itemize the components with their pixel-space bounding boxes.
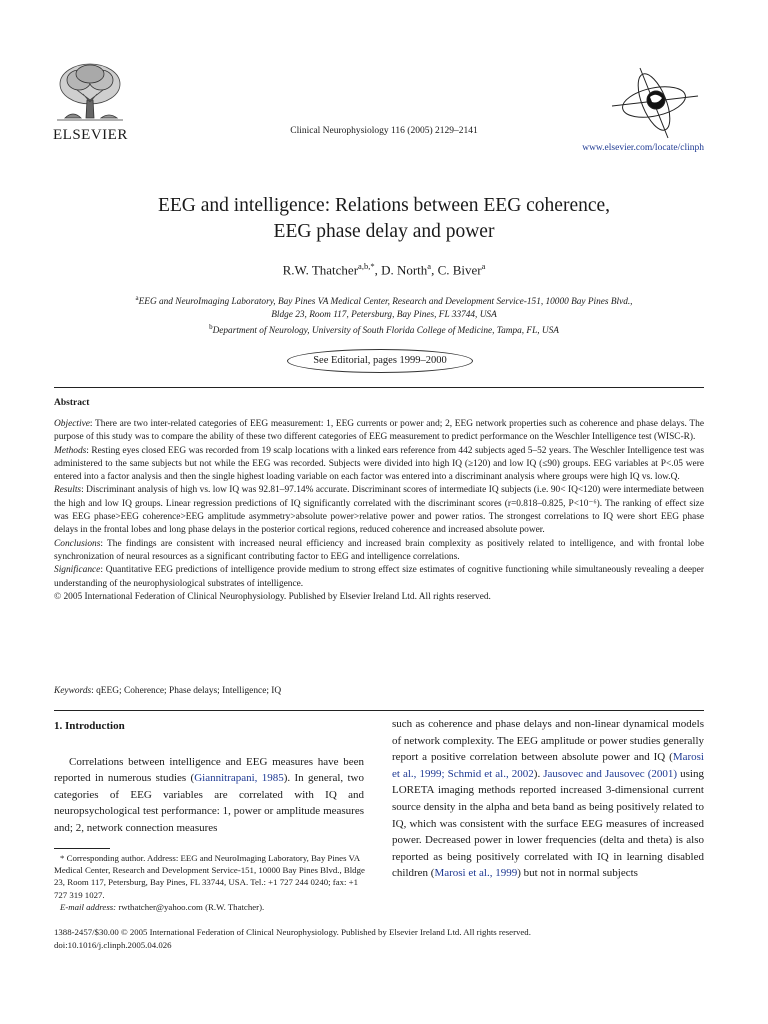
affiliation-text: Department of Neurology, University of South Florida College of Medicine, Tampa, FL, USA [212, 326, 559, 337]
abstract-text: : Quantitative EEG predictions of intelligence provide medium to strong effect size estimates of cognitive functioning while simultaneously revealing a deeper understanding of the neurophysiological substrates of intelligence. [54, 565, 704, 589]
body-text: ) but not in normal subjects [517, 867, 638, 880]
affiliation-marker: a [135, 294, 139, 302]
body-text: ). In general, two categories of EEG variables are correlated with IQ and neuropsychological test performance: 1, power or amplitude measures and; 2, network connection measures [54, 772, 364, 834]
keywords-text: : qEEG; Coherence; Phase delays; Intelligence; IQ [91, 686, 282, 696]
author-list [0, 261, 768, 278]
abstract-text: : The findings are consistent with increased neural efficiency and increased brain complexity as positively related to intelligence, and with frontal lobe synchronization of neural resources as a significant contributing factor to EEG and intelligence correlations. [54, 538, 704, 562]
article-title [90, 193, 678, 245]
affiliation-text: EEG and NeuroImaging Laboratory, Bay Pines VA Medical Center, Research and Development Service-151, 10000 Bay Pines Blvd., [138, 297, 633, 308]
abstract-significance [54, 564, 704, 591]
citation-link[interactable]: Marosi et al., 1999; Schmid et al., 2002 [392, 751, 704, 780]
email-label: E-mail address: [60, 901, 117, 912]
editorial-link[interactable]: See Editorial, pages 1999–2000 [287, 349, 473, 373]
abstract-label: Conclusions [54, 538, 101, 549]
abstract-text: © 2005 International Federation of Clinical Neurophysiology. Published by Elsevier Ireland Ltd. All rights reserved. [54, 591, 491, 602]
abstract-objective [54, 418, 704, 445]
left-column [54, 718, 364, 837]
right-column [392, 716, 704, 882]
footnote-divider [54, 848, 110, 849]
affiliations [70, 292, 698, 338]
citation-link[interactable]: Marosi et al., 1999 [434, 867, 518, 880]
footnote [54, 852, 366, 913]
abstract-heading: Abstract [54, 398, 90, 408]
journal-reference: Clinical Neurophysiology 116 (2005) 2129–2141 [290, 126, 478, 136]
abstract-label: Results [54, 485, 82, 496]
divider [54, 710, 704, 711]
author-affiliation-marker: a [481, 261, 486, 271]
author-separator: , [374, 262, 382, 278]
title-line-2: EEG phase delay and power [273, 221, 495, 242]
abstract-results [54, 484, 704, 537]
journal-globe-emblem [606, 66, 702, 140]
doi-line: doi:10.1016/j.clinph.2005.04.026 [54, 939, 172, 950]
intro-paragraph-continued [392, 716, 704, 882]
keywords-label: Keywords [54, 686, 92, 696]
abstract-label: Methods [54, 445, 87, 456]
author-name: D. North [381, 262, 428, 278]
body-text: Correlations between intelligence and EEG measures have been reported in numerous studies ( [54, 755, 364, 785]
abstract-copyright [54, 591, 704, 604]
abstract-text: : There are two inter-related categories of EEG measurement: 1, EEG currents or power and; 2, EEG network properties such as coherence and phase delays. The purpose of this study was to compare the ability of these two different categories of EEG measurement to predict performance on the Weschler Intelligence test (WISC-R). [54, 419, 704, 443]
elsevier-tree-logo [53, 60, 127, 126]
journal-url-link[interactable]: www.elsevier.com/locate/clinph [582, 143, 704, 153]
title-line-1: EEG and intelligence: Relations between EEG coherence, [157, 195, 611, 216]
abstract-conclusions [54, 538, 704, 565]
author-name: C. Biver [437, 262, 482, 278]
affiliation-line [70, 309, 698, 322]
citation-link[interactable]: Giannitrapani, 1985 [194, 772, 284, 785]
intro-paragraph [54, 754, 364, 837]
affiliation-text: Bldge 23, Room 117, Petersburg, Bay Pines, FL 33744, USA [271, 309, 497, 320]
section-heading: 1. Introduction [54, 720, 125, 732]
page-footer [54, 926, 531, 951]
abstract-methods [54, 445, 704, 485]
body-text: ). [533, 767, 544, 780]
author-name: R.W. Thatcher [282, 262, 359, 278]
abstract-text: : Resting eyes closed EEG was recorded from 19 scalp locations with a linked ears reference from 442 subjects aged 5–52 years. The Weschler Intelligence test was administered to the same subjects but not while the EEG was recorded. Subjects were divided into high IQ (≥120) and low IQ (≤90) groups. EEG variables at P<.05 were entered into a factor analysis and then the single highest loading variable on each factor was entered into a discriminant analysis where groups were high IQ vs. low.Q. [54, 445, 704, 483]
abstract-label: Objective [54, 419, 90, 429]
publisher-name: ELSEVIER [53, 127, 128, 143]
corresponding-author-note: * Corresponding author. Address: EEG and NeuroImaging Laboratory, Bay Pines VA Medical Center, Research and Development Service-151, 10000 Bay Pines Blvd., Bldge 23, Room 117, Petersburg, Bay Pines, FL 33744, USA. Tel.: +1 727 244 0240; fax: +1 727 319 1027. [54, 853, 365, 900]
author-separator: , [431, 262, 438, 278]
author-affiliation-marker: a [427, 261, 432, 271]
citation-link[interactable]: Jausovec and Jausovec (2001) [543, 767, 678, 780]
abstract-text: : Discriminant analysis of high vs. low IQ was 92.81–97.14% accurate. Discriminant scores of intermediate IQ subjects (i.e. 90< IQ<120) were intermediate between the high and low IQ groups. Linear regression predictions of IQ significantly correlated with the discriminant scores (r=0.818–0.825, P<10⁻⁶). The ranking of effect size was EEG phase>EEG coherence>EEG amplitude asymmetry>absolute power>relative power and power ratios. The strongest correlations to IQ were short EEG phase delays in the frontal lobes and long phase delays in the posterior cortical regions, reduced coherence and increased absolute power. [54, 485, 704, 536]
email-line [54, 901, 366, 913]
affiliation-line [70, 292, 698, 309]
abstract-body [54, 418, 704, 604]
abstract-label: Significance [54, 565, 101, 576]
issn-copyright-line: 1388-2457/$30.00 © 2005 International Federation of Clinical Neurophysiology. Published by Elsevier Ireland Ltd. All rights reserved. [54, 927, 531, 937]
divider [54, 387, 704, 388]
body-text: such as coherence and phase delays and non-linear dynamical models of network complexity. The EEG amplitude or power studies generally report a positive correlation between absolute power and IQ ( [392, 718, 704, 764]
email-address: rwthatcher@yahoo.com (R.W. Thatcher). [116, 901, 265, 912]
affiliation-line [70, 321, 698, 338]
body-text: using LORETA imaging methods reported increased 3-dimensional current source density in the alpha and beta band as being positively related to IQ, which was consistent with the surface EEG measures of increased power. Decreased power in lower frequencies (delta and theta) is also reported as being positively correlated with IQ in learning disabled children ( [392, 767, 704, 880]
keywords [54, 686, 281, 696]
affiliation-marker: b [209, 323, 213, 332]
author-affiliation-marker: a,b,* [358, 261, 375, 271]
